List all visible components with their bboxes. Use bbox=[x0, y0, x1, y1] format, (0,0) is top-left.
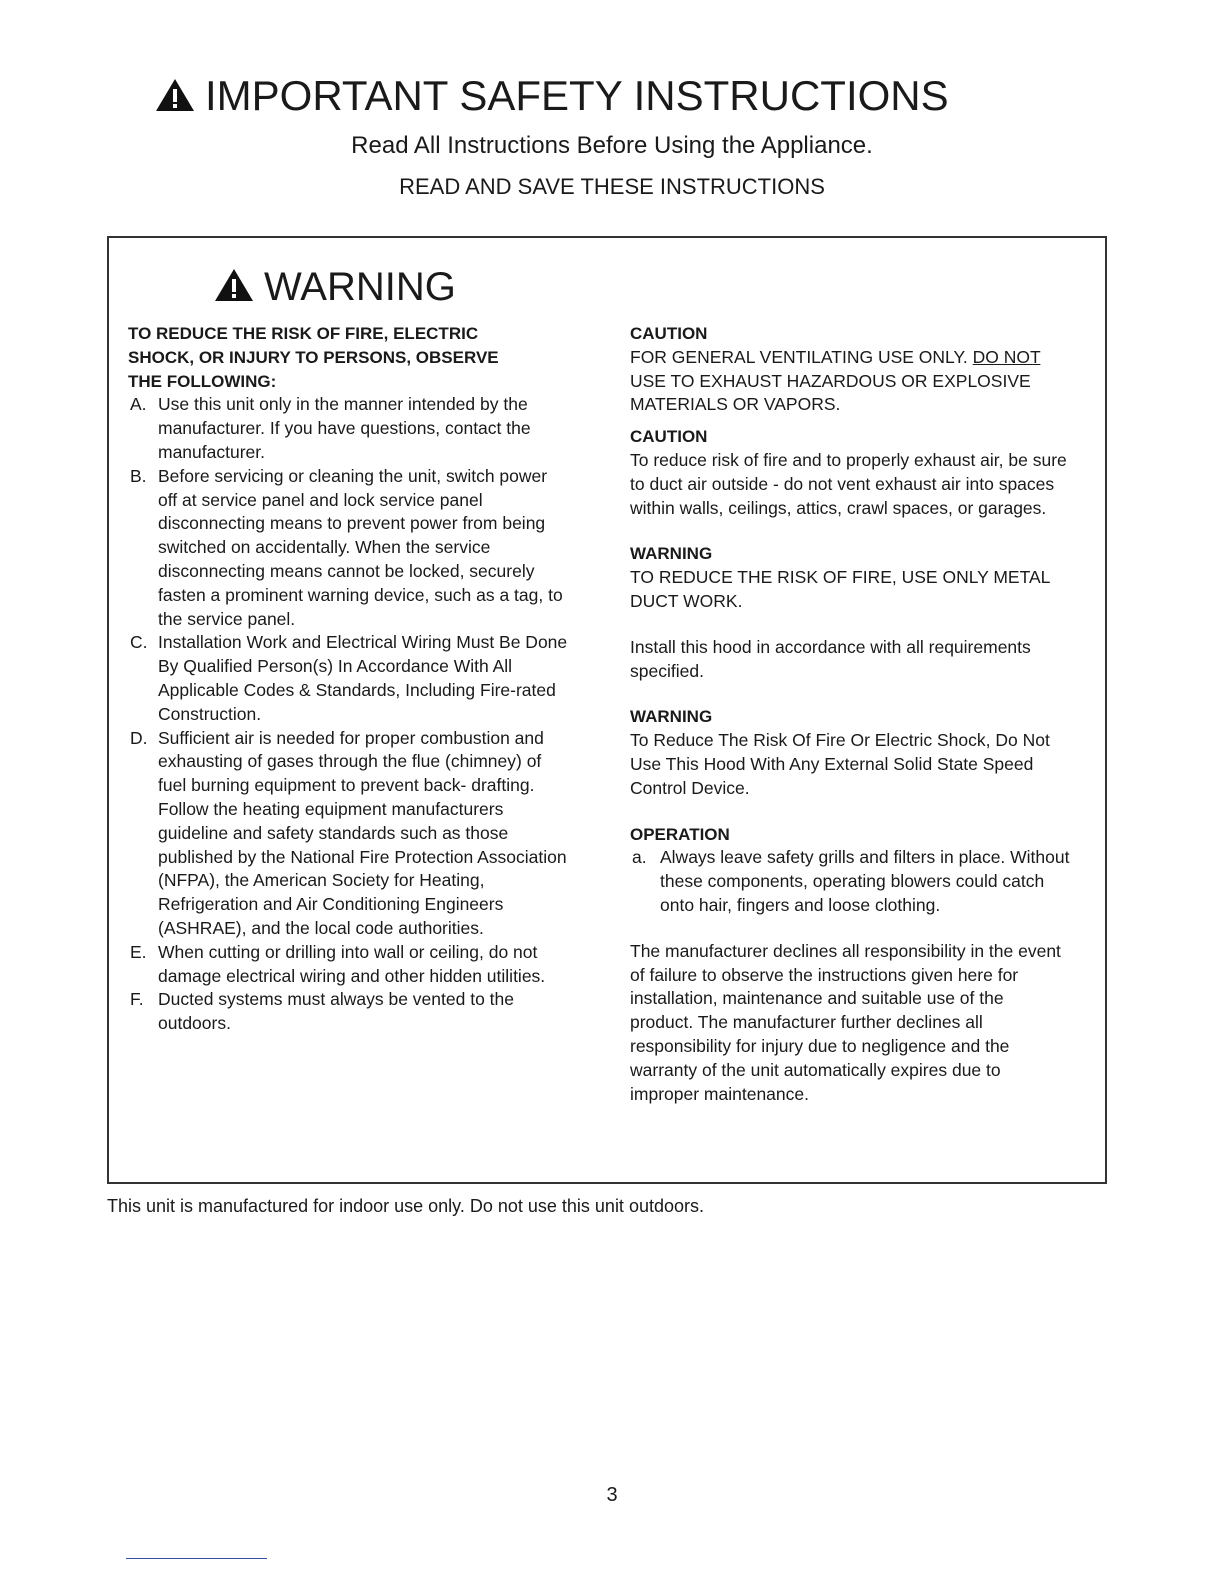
caution-text: FOR GENERAL VENTILATING USE ONLY. DO NOT USE TO EXHAUST HAZARDOUS OR EXPLOSIVE MATERIALS OR VAPORS. bbox=[630, 346, 1041, 415]
warning-right-column bbox=[630, 322, 1070, 1106]
title-text: IMPORTANT SAFETY INSTRUCTIONS bbox=[205, 72, 949, 119]
caution-heading: CAUTION bbox=[630, 427, 708, 447]
list-item: a. Always leave safety grills and filters in place. Without these components, operating blowers could catch onto hair, fingers and loose clothing. bbox=[632, 847, 1070, 915]
warning-triangle-icon bbox=[155, 70, 195, 122]
warning-text: TO REDUCE THE RISK OF FIRE, USE ONLY METAL DUCT WORK. bbox=[630, 567, 1050, 611]
subtitle-read-and-save: READ AND SAVE THESE INSTRUCTIONS bbox=[399, 174, 825, 199]
list-item: A. Use this unit only in the manner intended by the manufacturer. If you have questions, contact the manufacturer. bbox=[130, 394, 531, 462]
page-title bbox=[155, 70, 1055, 122]
install-note: Install this hood in accordance with all requirements specified. bbox=[630, 636, 1031, 681]
warning-subheading: WARNING bbox=[630, 707, 713, 727]
list-item: C. Installation Work and Electrical Wiring Must Be Done By Qualified Person(s) In Accordance With All Applicable Codes & Standards, Including Fire-rated Construction. bbox=[130, 632, 568, 724]
intro-line: SHOCK, OR INJURY TO PERSONS, OBSERVE bbox=[128, 347, 499, 367]
disclaimer: The manufacturer declines all responsibility in the event of failure to observe the instructions given here for installation, maintenance and suitable use of the product. The manufacturer further declines all responsibility for injury due to negligence and the warranty of the unit automatically expires due to improper maintenance. bbox=[630, 940, 1061, 1104]
warning-heading-text: WARNING bbox=[264, 265, 456, 309]
warning-left-column bbox=[128, 322, 568, 1036]
operation-heading: OPERATION bbox=[630, 824, 730, 844]
do-not-emphasis: DO NOT bbox=[972, 346, 1041, 367]
list-item: F. Ducted systems must always be vented to the outdoors. bbox=[130, 989, 514, 1034]
warning-triangle-icon bbox=[214, 262, 254, 312]
page-number: 3 bbox=[606, 1484, 618, 1506]
intro-line: THE FOLLOWING: bbox=[128, 371, 277, 391]
warning-box bbox=[107, 236, 1107, 1184]
caution-heading: CAUTION bbox=[630, 324, 708, 343]
safety-list bbox=[128, 393, 568, 1036]
caution-text: To reduce risk of fire and to properly exhaust air, be sure to duct air outside - do not vent exhaust air into spaces within walls, ceilings, attics, crawl spaces, or garages. bbox=[630, 449, 1067, 518]
operation-list bbox=[630, 846, 1070, 917]
list-item: D. Sufficient air is needed for proper combustion and exhausting of gases through the flue (chimney) of fuel burning equipment to prevent back- drafting. Follow the heating equipment manufacturers guideline and safety standards such as those published by the National Fire Protection Association (NFPA), the American Society for Heating, Refrigeration and Air Conditioning Engineers (ASHRAE), and the local code authorities. bbox=[130, 727, 567, 938]
list-item: E. When cutting or drilling into wall or ceiling, do not damage electrical wiring and other hidden utilities. bbox=[130, 941, 546, 986]
bottom-rule bbox=[126, 1558, 267, 1559]
intro-line: TO REDUCE THE RISK OF FIRE, ELECTRIC bbox=[128, 324, 479, 343]
list-item: B. Before servicing or cleaning the unit, switch power off at service panel and lock service panel disconnecting means to prevent power from being switched on accidentally. When the service disconnecting means cannot be locked, securely fasten a prominent warning device, such as a tag, to the service panel. bbox=[130, 465, 563, 629]
subtitle: Read All Instructions Before Using the Appliance. bbox=[351, 132, 873, 159]
indoor-use-note: This unit is manufactured for indoor use only. Do not use this unit outdoors. bbox=[107, 1196, 704, 1216]
warning-text: To Reduce The Risk Of Fire Or Electric Shock, Do Not Use This Hood With Any External Solid State Speed Control Device. bbox=[630, 730, 1050, 798]
warning-heading bbox=[214, 262, 456, 312]
warning-subheading: WARNING bbox=[630, 544, 713, 564]
